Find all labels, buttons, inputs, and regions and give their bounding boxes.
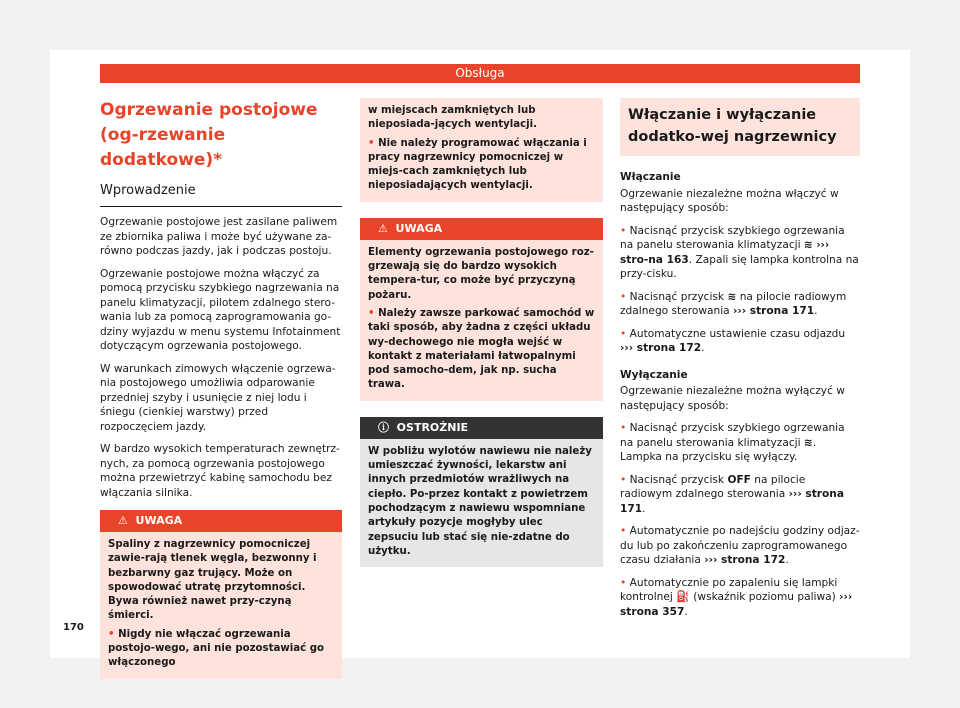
item-text: Nacisnąć przycisk szybkiego ogrzewania na panelu sterowania klimatyzacji (620, 422, 845, 449)
bullet-icon: • (368, 307, 375, 319)
item-text: . (785, 554, 789, 566)
page-reference[interactable]: ››› strona 357 (620, 591, 853, 618)
item-text: . Lampka na przycisku się wyłączy. (620, 436, 817, 463)
off-intro: Ogrzewanie niezależne można wyłączyć w następujący sposób: (620, 385, 845, 412)
defrost-icon: ≋ (803, 436, 813, 449)
caution-box (360, 417, 603, 567)
paragraph: W bardzo wysokich temperaturach zewnętrz-nych, za pomocą ogrzewania postojowego można przewietrzyć kabinę samochodu bez włączania silnika. (100, 443, 340, 499)
bullet-icon: • (108, 628, 115, 640)
warning-icon: ⚠ (378, 221, 388, 235)
off-heading: Wyłączanie (620, 368, 688, 381)
item-text: . (814, 305, 818, 317)
item-text: . (642, 502, 646, 515)
off-item (620, 576, 860, 620)
left-column (100, 98, 342, 679)
warning-continued-body (360, 98, 603, 202)
item-text: Automatycznie po zapaleniu się lampki kontrolnej (620, 576, 838, 603)
caution-label: OSTROŻNIE (396, 420, 469, 434)
page-reference[interactable]: ››› stro-na 163 (620, 239, 830, 266)
caution-body (360, 439, 603, 567)
warning-label: UWAGA (135, 514, 183, 527)
warning-header (360, 218, 603, 240)
on-heading: Włączanie (620, 171, 681, 183)
item-text: na pilocie radiowym zdalnego sterowania (620, 473, 806, 500)
warning-label: UWAGA (395, 221, 443, 235)
fuel-icon: ⛽ (676, 590, 690, 603)
bullet-icon: • (620, 224, 627, 237)
section-header: Obsługa (100, 64, 860, 83)
on-item (620, 290, 860, 319)
off-item (620, 421, 860, 465)
caution-header (360, 417, 603, 439)
warning-icon: ⚠ (118, 514, 128, 527)
page-reference[interactable]: ››› strona 172 (704, 554, 786, 566)
off-item (620, 524, 860, 568)
middle-column (360, 98, 603, 567)
page-reference[interactable]: ››› strona 171 (620, 488, 844, 515)
item-text: Nacisnąć przycisk (629, 473, 725, 486)
page-number: 170 (63, 622, 84, 633)
item-text: na pilocie radiowym zdalnego sterowania (620, 290, 847, 317)
warning-continued-text: w miejscach zamkniętych lub nieposiada-jących wentylacji. (368, 105, 537, 131)
page-reference[interactable]: ››› strona 172 (620, 342, 702, 354)
item-text: Nacisnąć przycisk (629, 290, 725, 303)
paragraph: W warunkach zimowych włączenie ogrzewa-nia postojowego umożliwia odparowanie przedniej szyby i usunięcie z niej lodu i śniegu (cienkiej warstwy) przed rozpoczęciem jazdy. (100, 362, 336, 433)
heater-icon: ≋ (727, 290, 737, 303)
right-title-box (620, 98, 860, 156)
bullet-icon: • (620, 422, 627, 434)
bullet-icon: • (620, 290, 627, 303)
item-text: (wskaźnik poziomu paliwa) (693, 591, 836, 603)
warning-text: Spaliny z nagrzewnicy pomocniczej zawie-rają tlenek węgla, bezwonny i bezbarwny gaz trujący. Może on spowodować utratę przytomności. Bywa również nawet przy-czyną śmierci. (108, 539, 317, 622)
info-icon: ⓘ (378, 420, 389, 434)
warning-text: Elementy ogrzewania postojowego roz-grzewają się do bardzo wysokich tempera-tur, co może być przyczyną pożaru. (368, 246, 594, 301)
section-title: Włączanie i wyłączanie dodatko-wej nagrzewnicy (628, 107, 837, 145)
warning-body (360, 240, 603, 401)
warning-bullet: Nigdy nie włączać ogrzewania postojo-wego, ani nie pozostawiać go włączonego (108, 628, 325, 669)
warning-header (100, 510, 342, 532)
paragraph: Ogrzewanie postojowe można włączyć za pomocą przycisku szybkiego nagrzewania na panelu klimatyzacji, pilotem zdalnego stero-wania lub za pomocą zaprogramowania go-dziny wyjazdu w menu systemu Infotainment dotyczącym ogrzewania postojowego. (100, 267, 341, 352)
on-intro: Ogrzewanie niezależne można włączyć w następujący sposób: (620, 187, 839, 214)
section-title: Ogrzewanie postojowe (og-rzewanie dodatkowe)* (100, 100, 318, 170)
off-icon: OFF (727, 473, 751, 486)
bullet-icon: • (620, 327, 627, 340)
defrost-icon: ≋ (803, 239, 813, 251)
paragraph: Ogrzewanie postojowe jest zasilane paliwem ze zbiornika paliwa i może być używane za-równo podczas jazdy, jak i podczas postoju. (100, 216, 338, 257)
warning-box-2 (360, 218, 603, 401)
warning-continued-bullet: Nie należy programować włączania i pracy nagrzewnicy pomocniczej w miejs-cach zamkniętych lub nieposiadających wentylacji. (368, 137, 587, 192)
page-reference[interactable]: ››› strona 171 (733, 305, 815, 317)
warning-box (100, 510, 342, 679)
on-item (620, 327, 860, 356)
item-text: . (701, 342, 705, 354)
caution-text: W pobliżu wylotów nawiewu nie należy umieszczać żywności, lekarstw ani innych przedmiotów wrażliwych na ciepło. Po-przez kontakt z powietrzem pochodzącym z nawiewu wspomniane artykuły pozycje mogłyby ulec zepsuciu lub stać się nie-zdatne do użytku. (368, 445, 592, 557)
manual-page (50, 50, 910, 669)
item-text: . Zapali się lampka kontrolna na przy-cisku. (620, 253, 859, 280)
item-text: Automatycznie po nadejściu godziny odjaz-du lub po zakończeniu zaprogramowanego czasu działania (620, 525, 860, 566)
warning-continued-box (360, 98, 603, 202)
item-text: Automatyczne ustawienie czasu odjazdu (629, 327, 846, 340)
warning-body (100, 532, 342, 679)
off-item (620, 473, 860, 517)
right-column (620, 98, 860, 619)
item-text: . (684, 605, 688, 618)
warning-bullet: Należy zawsze parkować samochód w taki sposób, aby żadna z części układu wy-dechowego nie mogła wejść w kontakt z materiałami łatwopalnymi pod samocho-dem, jak np. sucha trawa. (368, 307, 595, 391)
item-text: Nacisnąć przycisk szybkiego ogrzewania na panelu sterowania klimatyzacji (620, 224, 845, 251)
subsection-title: Wprowadzenie (100, 183, 342, 207)
bullet-icon: • (620, 576, 627, 589)
bullet-icon: • (368, 137, 375, 149)
bullet-icon: • (620, 525, 627, 537)
on-item (620, 224, 860, 282)
bullet-icon: • (620, 473, 627, 486)
